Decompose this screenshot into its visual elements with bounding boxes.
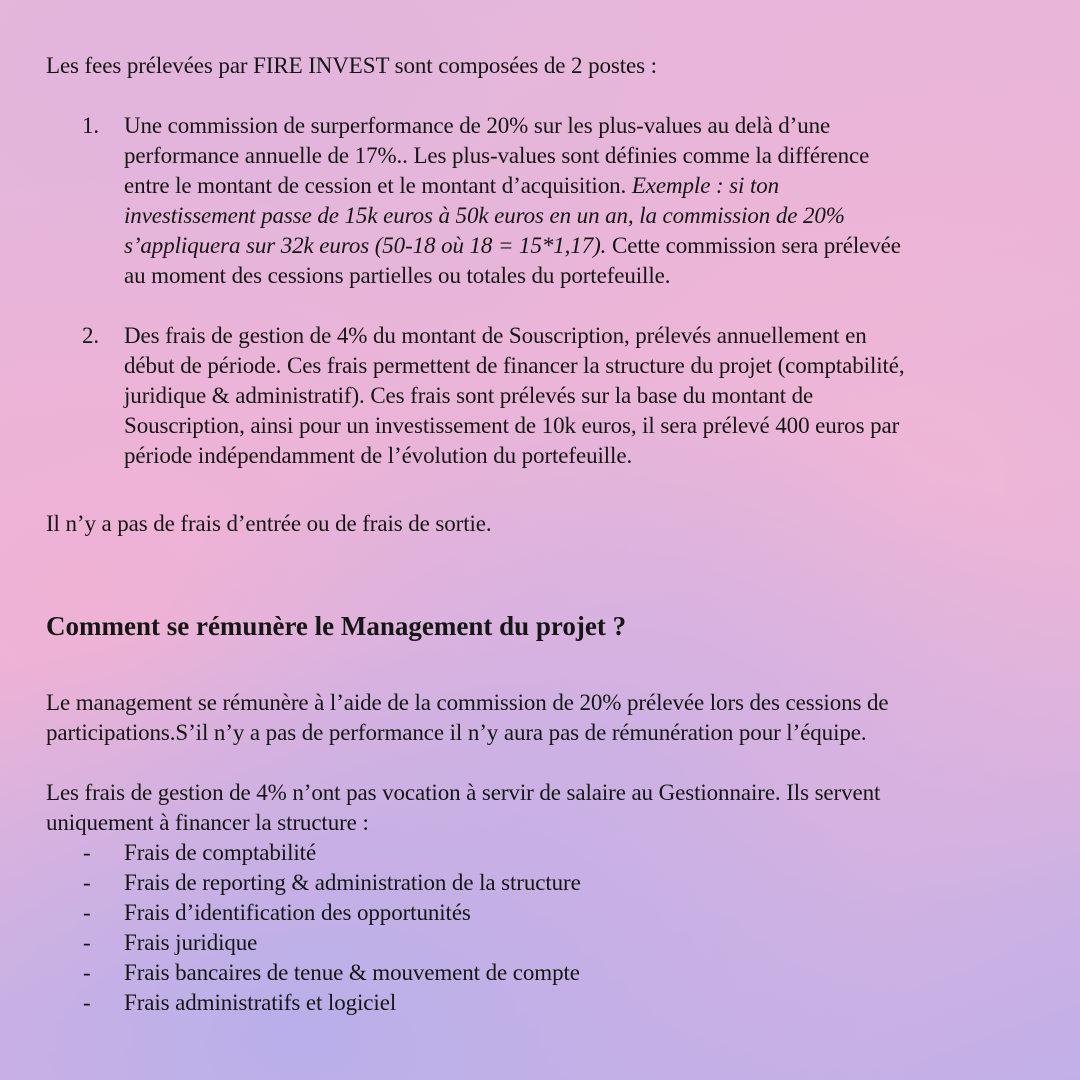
example-text: Exemple : si ton xyxy=(631,173,780,198)
fee-line: performance annuelle de 17%.. Les plus-values sont définies comme la différence xyxy=(124,143,870,168)
fee-line: s’appliquera sur 32k euros (50-18 où 18 = 15*1,17). Cette commission sera prélevée xyxy=(124,233,901,258)
dash-bullet: - xyxy=(83,930,91,955)
dash-bullet: - xyxy=(83,960,91,985)
fee-line: au moment des cessions partielles ou totales du portefeuille. xyxy=(124,263,671,288)
intro-text: Les fees prélevées par FIRE INVEST sont composées de 2 postes : xyxy=(46,53,657,78)
list-item: - Frais de reporting & administration de la structure xyxy=(46,868,1046,898)
fee-item-number: 1. xyxy=(82,113,100,138)
management-paragraph xyxy=(46,688,1046,748)
dash-bullet: - xyxy=(83,840,91,865)
dash-bullet: - xyxy=(83,900,91,925)
fee-line: période indépendamment de l’évolution du portefeuille. xyxy=(124,443,633,468)
dash-bullet: - xyxy=(83,870,91,895)
paragraph-line: uniquement à financer la structure : xyxy=(46,810,369,835)
fee-item-performance xyxy=(46,111,1046,291)
fee-line: Une commission de surperformance de 20% sur les plus-values au delà d’une xyxy=(124,113,831,138)
fee-line: début de période. Ces frais permettent de financer la structure du projet (comptabilité, xyxy=(124,353,905,378)
fee-item-management xyxy=(46,321,1046,471)
fee-line: juridique & administratif). Ces frais sont prélevés sur la base du montant de xyxy=(124,383,814,408)
list-item: - Frais juridique xyxy=(46,928,1046,958)
section-heading: Comment se rémunère le Management du projet ? xyxy=(46,611,627,641)
no-entry-exit-fees-text: Il n’y a pas de frais d’entrée ou de frais de sortie. xyxy=(46,511,492,536)
structure-cost-list xyxy=(46,838,1046,1018)
paragraph-line: Le management se rémunère à l’aide de la commission de 20% prélevée lors des cessions de xyxy=(46,690,889,715)
list-item: - Frais bancaires de tenue & mouvement de compte xyxy=(46,958,1046,988)
list-item: - Frais administratifs et logiciel xyxy=(46,988,1046,1018)
fees-list xyxy=(46,111,1046,471)
fee-line: entre le montant de cession et le montant d’acquisition. Exemple : si ton xyxy=(124,173,780,198)
dash-bullet: - xyxy=(83,990,91,1015)
fee-item-text xyxy=(124,111,1046,291)
list-item: - Frais de comptabilité xyxy=(46,838,1046,868)
example-text: s’appliquera sur 32k euros (50-18 où 18 = 15*1,17). xyxy=(124,233,607,258)
frais-paragraph xyxy=(46,778,1046,838)
fee-line xyxy=(124,201,1046,231)
fee-item-text xyxy=(124,321,1046,471)
fee-line: Souscription, ainsi pour un investissement de 10k euros, il sera prélevé 400 euros par xyxy=(124,413,900,438)
example-text: investissement passe de 15k euros à 50k euros en un an, la commission de 20% xyxy=(124,203,845,228)
fee-line: Des frais de gestion de 4% du montant de Souscription, prélevés annuellement en xyxy=(124,323,867,348)
paragraph-line: Les frais de gestion de 4% n’ont pas vocation à servir de salaire au Gestionnaire. Ils servent xyxy=(46,780,881,805)
list-item: - Frais d’identification des opportunités xyxy=(46,898,1046,928)
paragraph-line: participations.S’il n’y a pas de performance il n’y aura pas de rémunération pour l’équipe. xyxy=(46,720,867,745)
fee-item-number: 2. xyxy=(82,323,100,348)
